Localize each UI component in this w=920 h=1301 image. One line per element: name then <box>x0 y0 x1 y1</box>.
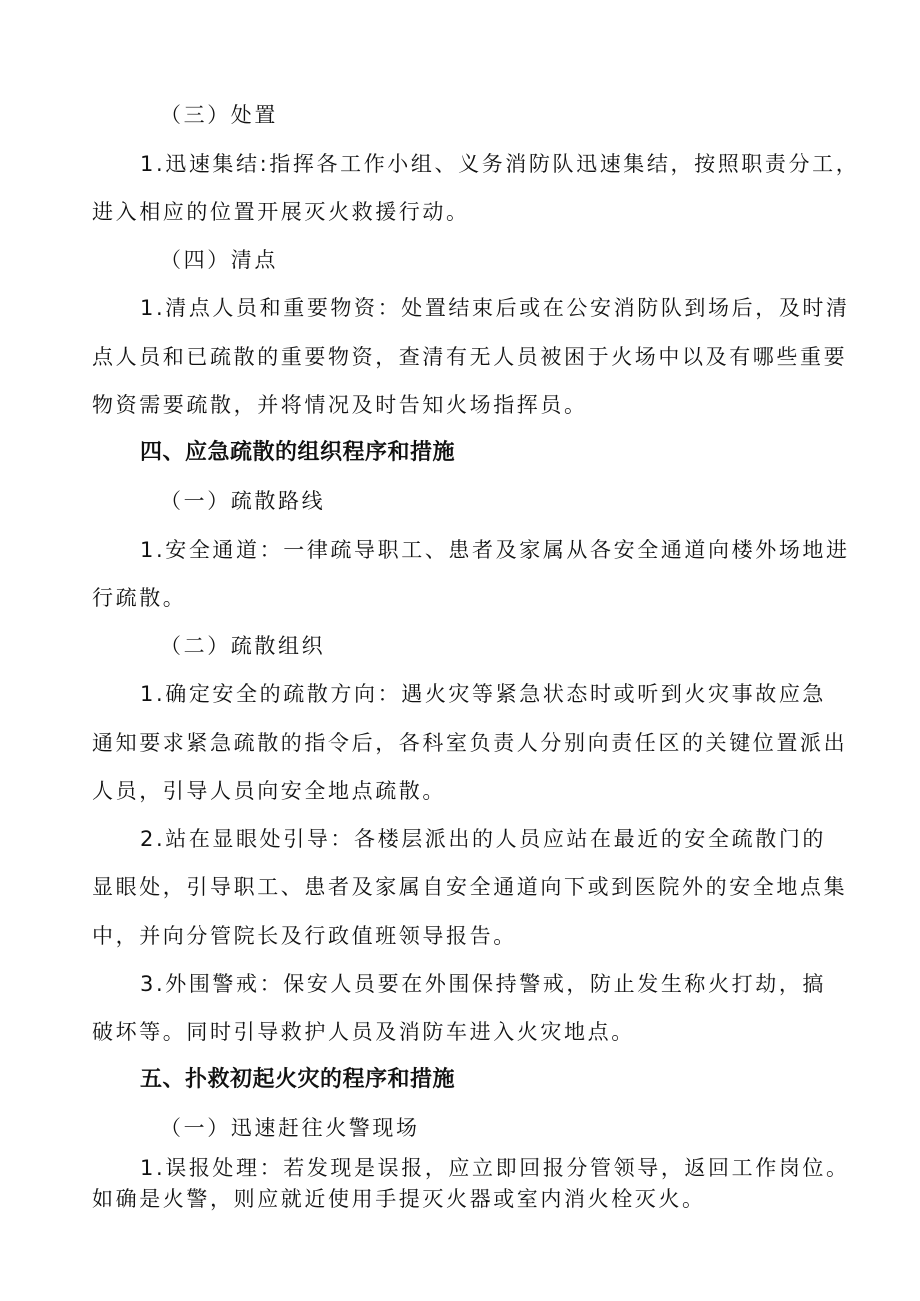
paragraph-line: 1.误报处理：若发现是误报，应立即回报分管领导，返回工作岗位。 <box>140 1156 850 1180</box>
paragraph-line: 1.确定安全的疏散方向：遇火灾等紧急状态时或听到火灾事故应急 <box>140 682 827 706</box>
section-heading-evacuation: 四、应急疏散的组织程序和措施 <box>140 440 456 465</box>
paragraph-line: 破坏等。同时引导救护人员及消防车进入火灾地点。 <box>92 1020 635 1044</box>
subsection-heading-routes: （一）疏散路线 <box>160 489 326 513</box>
paragraph-line: 如确是火警，则应就近使用手提灭火器或室内消火栓灭火。 <box>92 1187 706 1211</box>
paragraph-line: 通知要求紧急疏散的指令后，各科室负责人分别向责任区的关键位置派出 <box>92 731 848 755</box>
subsection-heading-organization: （二）疏散组织 <box>160 634 326 658</box>
subsection-heading-count: （四）清点 <box>160 248 278 272</box>
paragraph-line: 1.迅速集结:指挥各工作小组、义务消防队迅速集结，按照职责分工， <box>140 152 860 176</box>
section-heading-firefighting: 五、扑救初起火灾的程序和措施 <box>140 1067 456 1092</box>
paragraph-line: 点人员和已疏散的重要物资，查清有无人员被困于火场中以及有哪些重要 <box>92 345 848 369</box>
paragraph-line: 物资需要疏散，并将情况及时告知火场指挥员。 <box>92 393 588 417</box>
paragraph-line: 人员，引导人员向安全地点疏散。 <box>92 779 446 803</box>
subsection-heading-rush-to-scene: （一）迅速赶往火警现场 <box>160 1116 420 1140</box>
paragraph-line: 2.站在显眼处引导：各楼层派出的人员应站在最近的安全疏散门的 <box>140 827 827 851</box>
paragraph-line: 显眼处，引导职工、患者及家属自安全通道向下或到医院外的安全地点集 <box>92 875 848 899</box>
paragraph-line: 进入相应的位置开展灭火救援行动。 <box>92 200 470 224</box>
paragraph-line: 1.安全通道：一律疏导职工、患者及家属从各安全通道向楼外场地进 <box>140 538 850 562</box>
subsection-heading-disposal: （三）处置 <box>160 103 278 127</box>
paragraph-line: 行疏散。 <box>92 586 187 610</box>
paragraph-line: 1.清点人员和重要物资：处置结束后或在公安消防队到场后，及时清 <box>140 296 850 320</box>
paragraph-line: 中，并向分管院长及行政值班领导报告。 <box>92 924 517 948</box>
paragraph-line: 3.外围警戒：保安人员要在外围保持警戒，防止发生称火打劫，搞 <box>140 972 827 996</box>
